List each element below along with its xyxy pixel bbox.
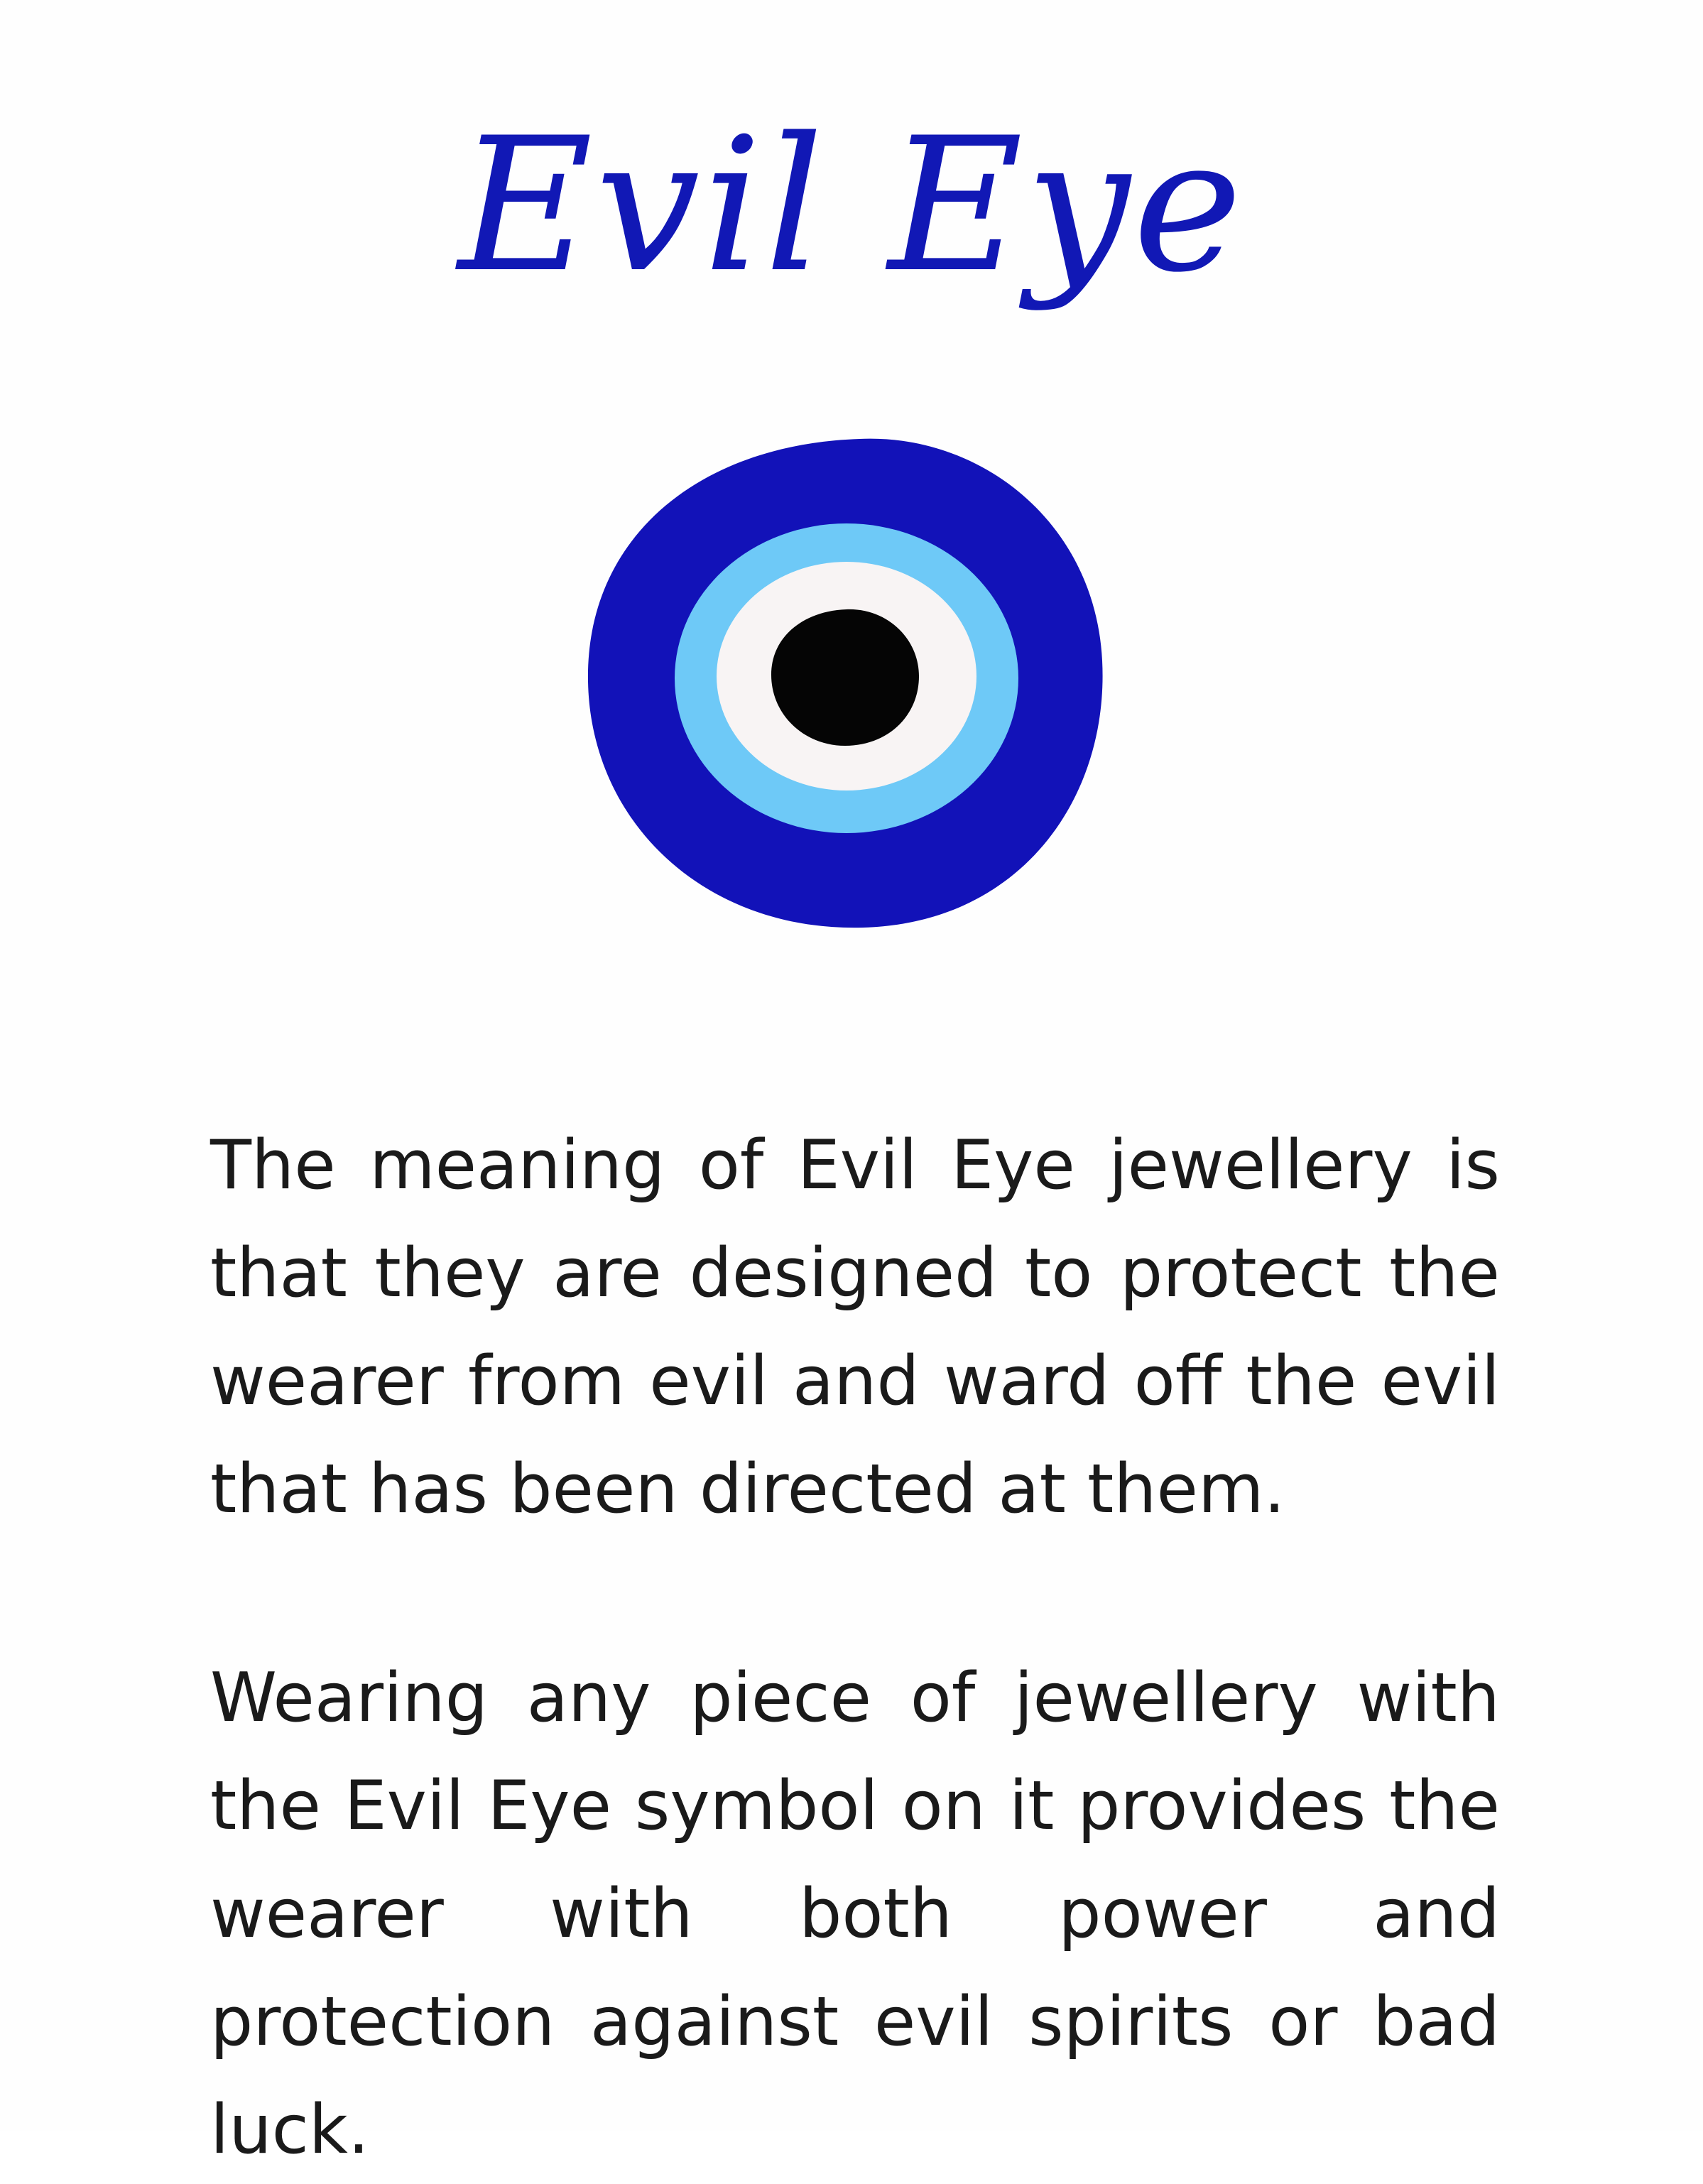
benefit-paragraph: Wearing any piece of jewellery with the Evil Eye symbol on it provides the wearer with both power and protection against evil spirits or bad luck. — [210, 1659, 1500, 2169]
evil-eye-icon — [582, 426, 1108, 938]
meaning-paragraph: The meaning of Evil Eye jewellery is that they are designed to protect the wearer from evil and ward off the evil that has been directed at them. — [210, 1126, 1500, 1528]
page-title: Evil Eye — [457, 99, 1246, 313]
evil-eye-pupil — [771, 609, 919, 746]
